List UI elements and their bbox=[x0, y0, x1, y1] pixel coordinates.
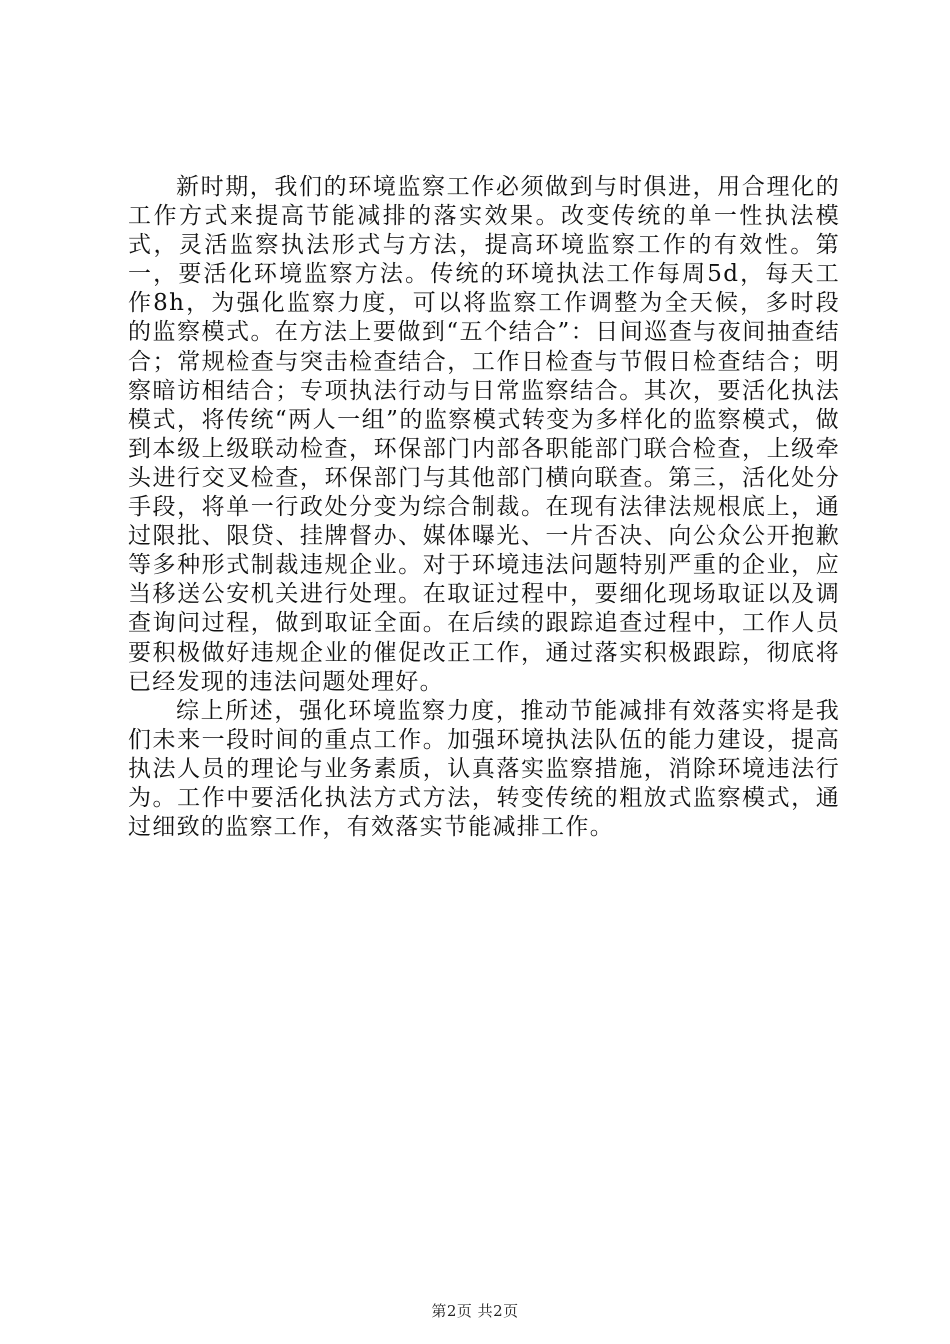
document-body bbox=[128, 173, 840, 842]
paragraph-1: 新时期，我们的环境监察工作必须做到与时俱进，用合理化的工作方式来提高节能减排的落实效果。改变传统的单一性执法模式，灵活监察执法形式与方法，提高环境监察工作的有效性。第一，要活化环境监察方法。传统的环境执法工作每周5d，每天工作8h，为强化监察力度，可以将监察工作调整为全天候，多时段的监察模式。在方法上要做到“五个结合”：日间巡查与夜间抽查结合；常规检查与突击检查结合，工作日检查与节假日检查结合；明察暗访相结合；专项执法行动与日常监察结合。其次，要活化执法模式，将传统“两人一组”的监察模式转变为多样化的监察模式，做到本级上级联动检查，环保部门内部各职能部门联合检查，上级牵头进行交叉检查，环保部门与其他部门横向联查。第三，活化处分手段，将单一行政处分变为综合制裁。在现有法律法规根底上，通过限批、限贷、挂牌督办、媒体曝光、一片否决、向公众公开抱歉等多种形式制裁违规企业。对于环境违法问题特别严重的企业，应当移送公安机关进行处理。在取证过程中，要细化现场取证以及调查询问过程，做到取证全面。在后续的跟踪追查过程中，工作人员要积极做好违规企业的催促改正工作，通过落实积极跟踪，彻底将已经发现的违法问题处理好。 bbox=[128, 174, 840, 695]
paragraph-2: 综上所述，强化环境监察力度，推动节能减排有效落实将是我们未来一段时间的重点工作。加强环境执法队伍的能力建设，提高执法人员的理论与业务素质，认真落实监察措施，消除环境违法行为。工作中要活化执法方式方法，转变传统的粗放式监察模式，通过细致的监察工作，有效落实节能减排工作。 bbox=[128, 697, 840, 841]
page-footer: 第2页 共2页 bbox=[431, 1302, 519, 1320]
